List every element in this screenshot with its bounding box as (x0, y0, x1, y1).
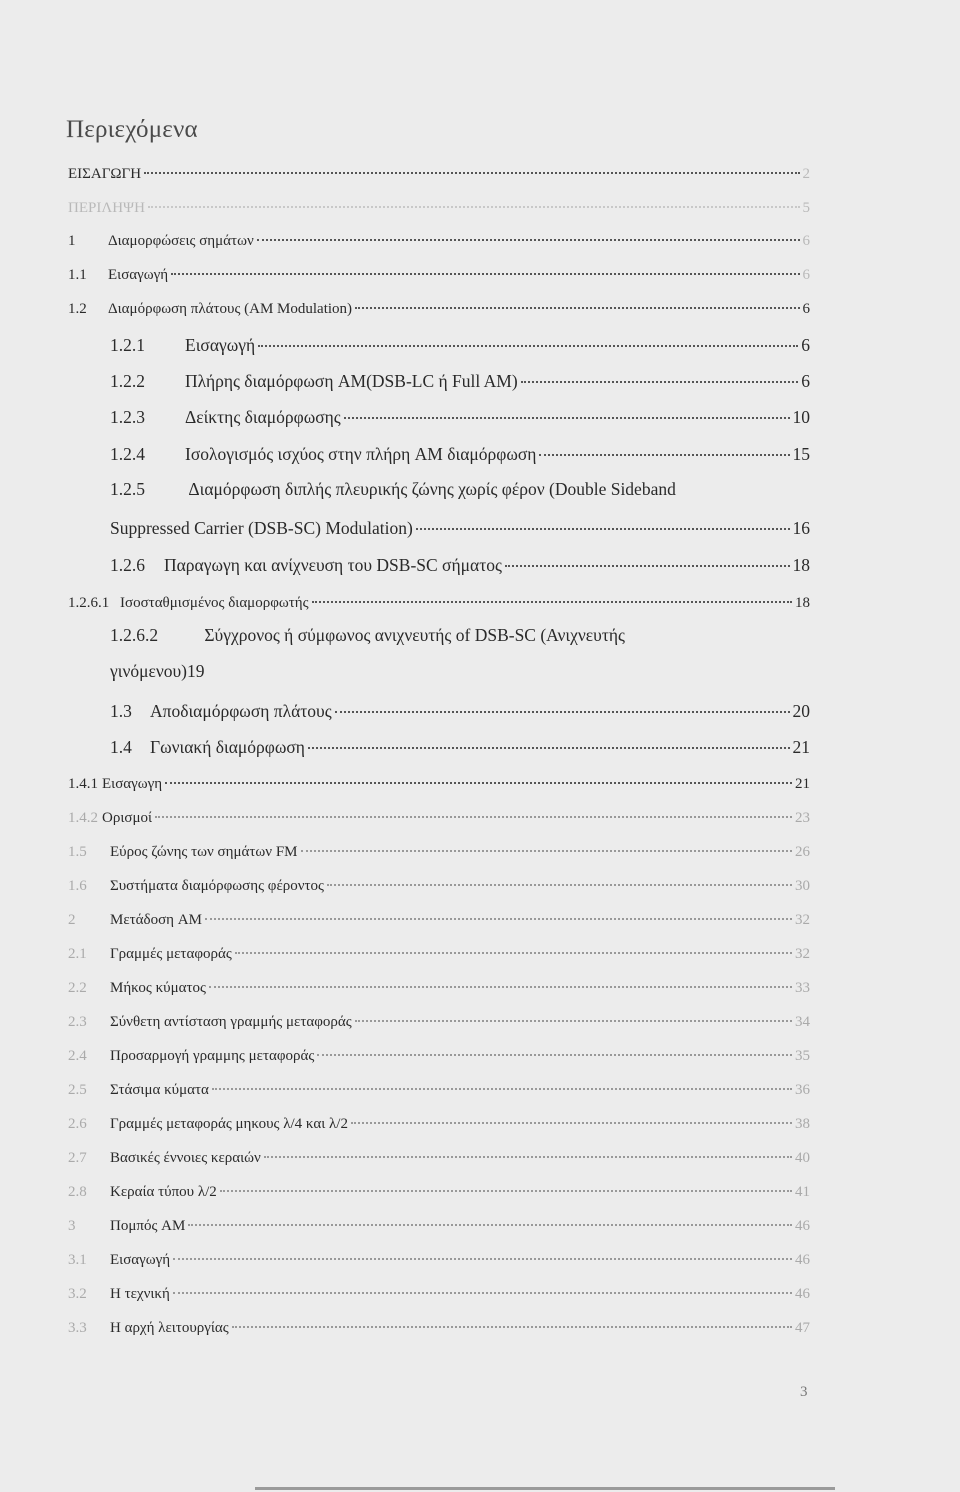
toc-entry[interactable] (68, 806, 810, 830)
toc-entry[interactable] (68, 976, 810, 1000)
toc-entry[interactable] (110, 331, 810, 359)
toc-entry[interactable] (68, 874, 810, 898)
toc-entry-number: 1.2.6.2 (110, 625, 159, 645)
toc-entry-number: 1.2.5 (110, 479, 145, 499)
toc-entry-number: 2.1 (68, 946, 87, 962)
toc-entry-page: 32 (795, 912, 810, 928)
dot-leader (301, 850, 793, 852)
dot-leader (317, 1054, 792, 1056)
dot-leader (188, 1224, 792, 1226)
toc-entry-number: 1.3 (110, 701, 132, 721)
dot-leader (165, 782, 792, 784)
toc-entry-number: 1.5 (68, 844, 87, 860)
toc-entry-label: Συστήματα διαμόρφωσης φέροντος (110, 878, 324, 894)
toc-entry[interactable] (68, 1282, 810, 1306)
toc-entry-page: 34 (795, 1014, 810, 1030)
toc-entry-label: Η αρχή λειτουργίας (110, 1320, 229, 1336)
toc-entry-number: 1.2.6 (110, 555, 145, 575)
toc-entry[interactable] (68, 1112, 810, 1136)
toc-entry-page: 18 (795, 595, 810, 611)
toc-entry-number: 2.8 (68, 1184, 87, 1200)
toc-entry-label: Ορισμοί (102, 810, 153, 826)
toc-entry-label: Γωνιακή διαμόρφωση (150, 737, 305, 757)
toc-entry-number: 3.1 (68, 1252, 87, 1268)
dot-leader (344, 417, 790, 419)
dot-leader (235, 952, 792, 954)
toc-entry[interactable] (68, 1180, 810, 1204)
toc-entry[interactable] (68, 840, 810, 864)
dot-leader (521, 381, 799, 383)
toc-entry-number: 2.6 (68, 1116, 87, 1132)
toc-entry-continuation (110, 661, 205, 682)
toc-entry-page: 38 (795, 1116, 810, 1132)
toc-entry[interactable] (68, 263, 810, 287)
toc-entry-label: Προσαρμογή γραμμης μεταφοράς (110, 1048, 315, 1064)
toc-entry-page: 23 (795, 810, 810, 826)
toc-entry-number: 2.3 (68, 1014, 87, 1030)
toc-entry-number: 1.6 (68, 878, 87, 894)
toc-entry[interactable] (68, 772, 810, 796)
toc-entry-page: 2 (802, 166, 810, 182)
dot-leader (205, 918, 792, 920)
dot-leader (335, 711, 790, 713)
dot-leader (308, 747, 790, 749)
toc-entry-label: ΕΙΣΑΓΩΓΗ (68, 166, 142, 182)
toc-entry-label: Γραμμές μεταφοράς μηκους λ/4 και λ/2 (110, 1116, 348, 1132)
toc-entry-page: 47 (795, 1320, 810, 1336)
toc-entry-label: Πλήρης διαμόρφωση AM(DSB-LC ή Full AM) (185, 371, 518, 391)
dot-leader (155, 816, 792, 818)
toc-entry-number: 1.4.1 (68, 776, 98, 792)
toc-entry[interactable] (68, 942, 810, 966)
toc-entry-page: 36 (795, 1082, 810, 1098)
toc-entry-number: 1.2.4 (110, 444, 145, 464)
toc-entry-page: 6 (802, 301, 810, 317)
toc-entry-number: 3 (68, 1218, 76, 1234)
toc-entry-label: Εισαγωγή (110, 1252, 171, 1268)
toc-entry[interactable] (110, 440, 810, 468)
toc-entry-label: Σύνθετη αντίσταση γραμμής μεταφοράς (110, 1014, 352, 1030)
toc-entry-page: 21 (792, 737, 810, 757)
toc-entry-page: 6 (801, 371, 810, 391)
toc-entry-page: 5 (802, 200, 810, 216)
toc-entry-page: 46 (795, 1252, 810, 1268)
toc-entry-page: 10 (792, 407, 810, 427)
dot-leader (416, 528, 790, 530)
toc-entry[interactable] (68, 196, 810, 220)
toc-entry-number: 2.4 (68, 1048, 87, 1064)
toc-entry-page: 30 (795, 878, 810, 894)
toc-entry-label: Ισοσταθμισμένος διαμορφωτής (120, 595, 309, 611)
toc-entry[interactable] (68, 591, 810, 615)
toc-entry-label: Εισαγωγή (108, 267, 169, 283)
toc-entry-label: Ισολογισμός ισχύος στην πλήρη AM διαμόρφωση (185, 444, 537, 464)
toc-entry-label: Διαμορφώσεις σημάτων (108, 233, 254, 249)
toc-entry-page: 20 (792, 701, 810, 721)
toc-entry[interactable] (68, 908, 810, 932)
toc-entry-number: 1.2.6.1 (68, 595, 110, 611)
toc-entry-page: 46 (795, 1218, 810, 1234)
toc-entry[interactable] (68, 1248, 810, 1272)
toc-entry-number: 1.2 (68, 301, 87, 317)
toc-entry-number: 1.2.1 (110, 335, 145, 355)
toc-entry-number: 1.4.2 (68, 810, 98, 826)
toc-entry-page: 21 (795, 776, 810, 792)
toc-entry-label: Βασικές έννοιες κεραιών (110, 1150, 261, 1166)
toc-entry-number: 1.1 (68, 267, 87, 283)
toc-entry-number: 3.3 (68, 1320, 87, 1336)
dot-leader (355, 1020, 792, 1022)
dot-leader (327, 884, 792, 886)
dot-leader (209, 986, 792, 988)
dot-leader (351, 1122, 792, 1124)
toc-entry-page: 6 (802, 233, 810, 249)
toc-entry[interactable] (110, 514, 810, 542)
toc-entry[interactable] (68, 1214, 810, 1238)
toc-entry-page: 41 (795, 1184, 810, 1200)
toc-entry-page: 16 (792, 518, 810, 538)
dot-leader (173, 1258, 792, 1260)
toc-entry-page: 46 (795, 1286, 810, 1302)
dot-leader (312, 601, 792, 603)
toc-entry-label: Γραμμές μεταφοράς (110, 946, 232, 962)
toc-entry-label: Διαμόρφωση πλάτους (AM Modulation) (108, 301, 353, 317)
toc-entry[interactable] (110, 733, 810, 761)
dot-leader (232, 1326, 792, 1328)
toc-entry-number: 1.2.3 (110, 407, 145, 427)
toc-entry-label: Εύρος ζώνης των σημάτων FM (110, 844, 298, 860)
toc-entry-number: 3.2 (68, 1286, 87, 1302)
page-number: 3 (800, 1384, 808, 1400)
toc-entry-number: 2 (68, 912, 76, 928)
toc-entry[interactable] (68, 1078, 810, 1102)
toc-entry-label: Πομπός AM (110, 1218, 186, 1234)
dot-leader (144, 172, 799, 174)
toc-entry[interactable] (68, 1010, 810, 1034)
dot-leader (257, 239, 800, 241)
toc-entry-label: Μετάδοση AM (110, 912, 202, 928)
toc-entry-page: 26 (795, 844, 810, 860)
dot-leader (539, 454, 789, 456)
toc-entry-label: Εισαγωγή (185, 335, 256, 355)
toc-entry-number: 1.4 (110, 737, 132, 757)
toc-entry-page: 6 (801, 335, 810, 355)
toc-entry-label: Στάσιμα κύματα (110, 1082, 209, 1098)
toc-entry-label: Παραγωγη και ανίχνευση του DSB-SC σήματος (164, 555, 502, 575)
toc-entry-page: 35 (795, 1048, 810, 1064)
toc-entry-label: Μήκος κύματος (110, 980, 206, 996)
dot-leader (220, 1190, 792, 1192)
toc-entry-number: 1 (68, 233, 76, 249)
toc-entry-number: 2.2 (68, 980, 87, 996)
toc-entry-page: 6 (802, 267, 810, 283)
toc-entry-label: Κεραία τύπου λ/2 (110, 1184, 217, 1200)
dot-leader (264, 1156, 792, 1158)
toc-entry[interactable] (110, 367, 810, 395)
toc-entry-label: Η τεχνική (110, 1286, 170, 1302)
toc-entry[interactable] (110, 697, 810, 725)
toc-entry[interactable] (110, 551, 810, 579)
toc-entry-page: 15 (792, 444, 810, 464)
toc-entry[interactable] (110, 403, 810, 431)
toc-entry[interactable] (68, 1146, 810, 1170)
dot-leader (173, 1292, 792, 1294)
toc-entry[interactable] (68, 297, 810, 321)
toc-entry-wrapped[interactable] (110, 625, 625, 646)
toc-entry-label: Εισαγωγη (102, 776, 163, 792)
toc-entry-label: Suppressed Carrier (DSB-SC) Modulation) (110, 518, 413, 538)
toc-entry-page: 32 (795, 946, 810, 962)
dot-leader (212, 1088, 792, 1090)
scan-edge-line (255, 1487, 835, 1490)
toc-entry-page: 18 (792, 555, 810, 575)
toc-entry-wrapped[interactable] (110, 479, 676, 500)
toc-entry-label: Διαμόρφωση διπλής πλευρικής ζώνης χωρίς φέρον (Double Sideband (188, 479, 676, 499)
toc-entry-page: 33 (795, 980, 810, 996)
dot-leader (355, 307, 799, 309)
toc-entry[interactable] (68, 229, 810, 253)
toc-entry-label: Σύγχρονος ή σύμφωνος ανιχνευτής of DSB-SC (Ανιχνευτής (204, 625, 625, 645)
toc-entry-page: 40 (795, 1150, 810, 1166)
toc-entry-label: γινόμενου)19 (110, 661, 205, 681)
dot-leader (258, 345, 798, 347)
toc-entry-number: 1.2.2 (110, 371, 145, 391)
toc-entry[interactable] (68, 1316, 810, 1340)
toc-entry[interactable] (68, 1044, 810, 1068)
toc-entry-number: 2.7 (68, 1150, 87, 1166)
dot-leader (505, 565, 790, 567)
dot-leader (148, 206, 800, 208)
page-title: Περιεχόμενα (66, 116, 198, 143)
toc-entry[interactable] (68, 162, 810, 186)
toc-entry-label: ΠΕΡΙΛΗΨΗ (68, 200, 145, 216)
toc-entry-number: 2.5 (68, 1082, 87, 1098)
toc-entry-label: Αποδιαμόρφωση πλάτους (150, 701, 332, 721)
toc-entry-label: Δείκτης διαμόρφωσης (185, 407, 341, 427)
dot-leader (171, 273, 799, 275)
